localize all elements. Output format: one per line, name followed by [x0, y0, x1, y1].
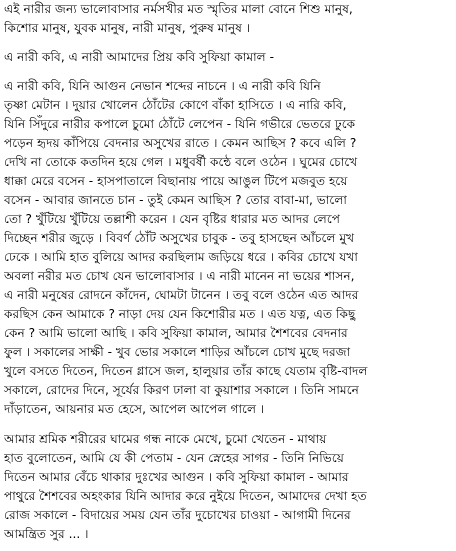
text-line: দেখি না তোকে কতদিন হয়ে গেল । মধুবর্ষী কন্ঠে বলে ওঠেন । ঘুমের চোখে	[4, 155, 358, 169]
text-line: দিতেন আমার বেঁচে থাকার দুঃখের আগুন । কবি সুফিয়া কামাল - আমার	[4, 470, 349, 484]
text-line: পাথুরে শৈশবের অহংকার যিনি আদার করে নুইয়ে দিতেন, আমাদের দেখা হত	[4, 489, 367, 503]
text-line: রোজ সকালে - বিদায়ের সময় যেন তাঁর দুচোখের চাওয়া - আগামী দিনের	[4, 508, 351, 522]
text-line: এ নারী কবি, যিনি আগুন নেভান শব্দের নাচনে । এ নারী কবি যিনি	[4, 79, 321, 93]
text-line: ফুল । সকালের সাক্ষী - খুব ভোর সকালে শাড়ির আঁচলে চোখ মুছে দরজা	[4, 345, 351, 359]
text-line: বসেন - আবার জানতে চান - তুই কেমন আছিস ? তোর বাবা-মা, ভালো	[4, 193, 347, 207]
text-line: এ নারী মনুষের রোদনে কাঁদেন, ঘোমটা টানেন । তবু বলে ওঠেন এত আদর	[4, 288, 359, 302]
text-line: দিচ্ছেন শরীর জুড়ে । বিবর্ণ ঠোঁট অসুখের চাবুক - তবু হাসছেন আঁচলে মুখ	[4, 231, 355, 245]
text-line: কিশোর মানুষ, যুবক মানুষ, নারী মানুষ, পুরুষ মানুষ ।	[4, 21, 251, 35]
text-line: দাঁড়াতেন, আয়নার মত হেসে, আপেল আপেল গালে ।	[4, 402, 265, 416]
paragraph-closing	[4, 430, 452, 544]
text-line: হাত বুলোতেন, আমি যে কী পেতাম - যেন স্নেহের সাগর - তিনি নিভিয়ে	[4, 451, 344, 465]
text-line: আমার শ্রমিক শরীরের ঘামের গন্ধ নাকে মেখে, চুমো খেতেন - মাথায়	[4, 432, 327, 446]
paragraph-body	[4, 77, 452, 419]
text-line: পড়েন হৃদয় কাঁপিয়ে বেদনার অসুখের রাতে । কেমন আছিস ? কবে এলি ?	[4, 136, 357, 150]
text-line: খুলে বসতে দিতেন, দিতেন গ্লাসে জল, হালুয়ার তাঁর কাছে যেতাম বৃষ্টি-বাদল	[4, 364, 368, 378]
text-line: এই নারীর জন্য ভালোবাসার নর্মসখীর মত স্মৃতির মালা বোনে শিশু মানুষ,	[4, 2, 353, 16]
text-line: এ নারী কবি, এ নারী আমাদের প্রিয় কবি সুফিয়া কামাল -	[4, 50, 275, 64]
text-line: ঢেকে । আমি হাত বুলিয়ে আদর করছিলাম জড়িয়ে ধরে । কবির চোখে যখা	[4, 250, 358, 264]
paragraph-dedication	[4, 48, 452, 67]
text-line: কেন ? আমি ভালো আছি । কবি সুফিয়া কামাল, আমার শৈশবের বেদনার	[4, 326, 348, 340]
text-line: সকালে, রোদের দিনে, সূর্যের কিরণ ঢালা বা কুয়াশার সকালে । তিনি সামনে	[4, 383, 359, 397]
text-line: যিনি সিঁদুরে নারীর কপালে চুমো ঠোঁটে লেপেন - যিনি গভীরে ভেতরে ঢুকে	[4, 117, 356, 131]
text-line: তো ? খুঁটিয়ে খুঁটিয়ে তল্লাশী করেন । যেন বৃষ্টির ধারার মত আদর লেপে	[4, 212, 341, 226]
paragraph-intro	[4, 0, 452, 38]
text-line: অবলা নরীর মত চোখ যেন ভালোবাসার । এ নারী মানেন না ভয়ের শাসন,	[4, 269, 355, 283]
text-line: তৃষ্ণা মেটান । দুয়ার খোলেন ঠোঁটের কোণে বাঁকা হাসিতে । এ নারি কবি,	[4, 98, 347, 112]
text-line: ধাক্কা মেরে বসেন - হাসপাতালে বিছানায় পায়ে আঙুল টিপে মজবুত হয়ে	[4, 174, 348, 188]
text-line: আমন্ত্রিত সুর ... ।	[4, 527, 89, 541]
text-line: করছিস কেন আমাকে ? নাড়া দেয় যেন কিশোরীর মত । এত যত্ন, এত কিছু	[4, 307, 356, 321]
